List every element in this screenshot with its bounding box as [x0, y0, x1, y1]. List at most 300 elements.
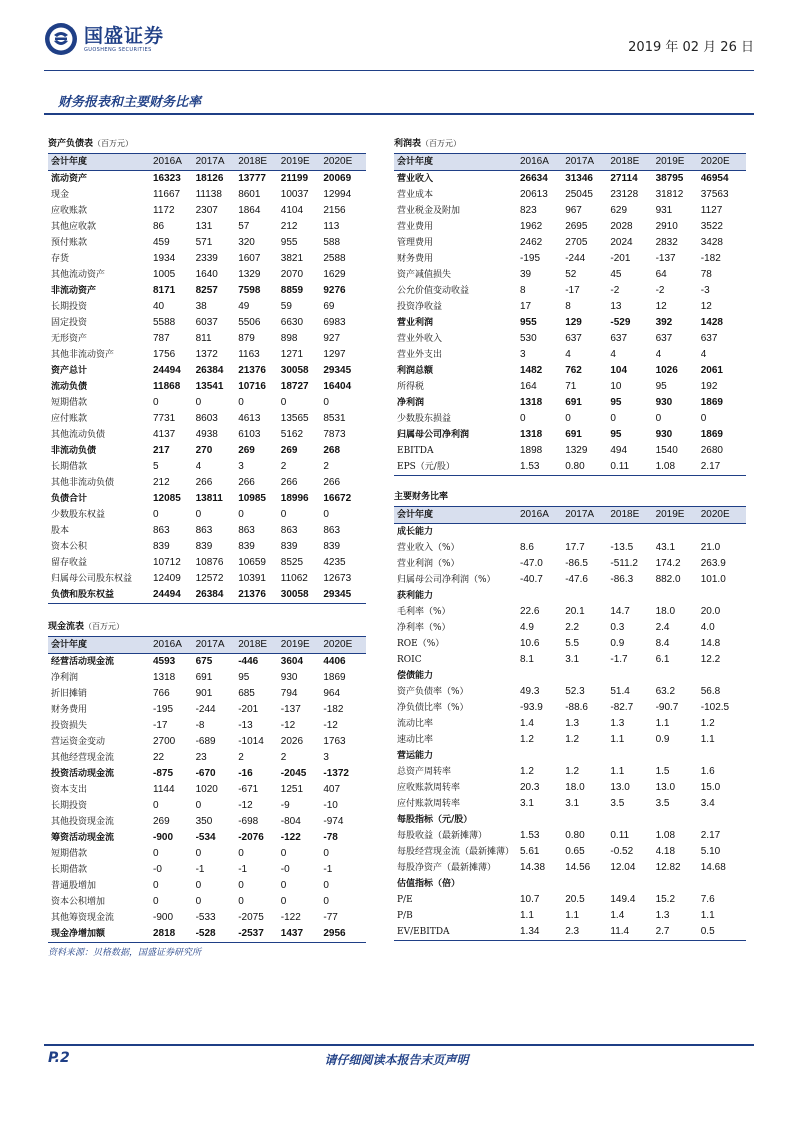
header-year: 2020E: [323, 637, 366, 654]
row-label: 流动资产: [51, 174, 88, 184]
row-value: 1127: [700, 205, 723, 216]
row-value: -47.6: [565, 574, 588, 585]
table-row: [48, 315, 366, 331]
table-row: [48, 363, 366, 379]
row-value: 571: [195, 237, 213, 248]
row-value: 39: [520, 269, 532, 280]
table-row: [394, 540, 746, 556]
row-value: 0: [655, 413, 662, 424]
row-value: 212: [153, 477, 170, 488]
row-label: 偿债能力: [397, 671, 434, 681]
row-value: 268: [323, 445, 341, 456]
row-label: 折旧摊销: [51, 689, 88, 699]
header-year: 2017A: [565, 507, 610, 524]
table-row: [394, 684, 746, 700]
row-value: 16672: [323, 493, 352, 504]
row-value: -528: [196, 926, 239, 943]
row-value: 2695: [565, 221, 588, 232]
row-value: 10.6: [520, 638, 540, 649]
row-value: 0.9: [610, 638, 625, 649]
logo-chinese-name: 国盛证券: [84, 24, 165, 47]
row-value: 18996: [280, 493, 309, 504]
row-value: 269: [280, 445, 298, 456]
row-value: 5: [153, 461, 159, 472]
row-value: 10391: [238, 573, 266, 584]
row-label: 营业成本: [397, 190, 434, 200]
row-value: 12994: [323, 189, 352, 200]
row-value: 0: [238, 397, 244, 408]
row-value: 8257: [195, 285, 218, 296]
table-row: [394, 267, 746, 283]
row-label: 资产负债率（%）: [397, 687, 469, 697]
row-label: 资产减值损失: [397, 270, 452, 280]
company-logo: [44, 22, 164, 56]
row-label: 净负债比率（%）: [397, 703, 469, 713]
row-value: 637: [565, 333, 582, 344]
row-value: 2910: [655, 221, 678, 232]
row-value: 0: [700, 413, 707, 424]
row-value: 1.2: [520, 766, 534, 777]
row-value: 18.0: [655, 606, 676, 617]
header-year: 2016A: [520, 154, 565, 171]
row-value: 6037: [195, 317, 218, 328]
row-value: [656, 748, 701, 764]
row-label: 估值指标（倍）: [397, 879, 461, 889]
row-value: 1934: [153, 253, 176, 264]
row-value: 0: [153, 509, 159, 520]
row-value: 30058: [281, 587, 324, 604]
row-value: 31346: [565, 173, 593, 184]
row-value: 11868: [153, 381, 181, 392]
row-value: 1.3: [655, 910, 670, 921]
table-row: [394, 395, 746, 411]
row-value: -244: [195, 704, 216, 715]
row-value: -137: [655, 253, 676, 264]
row-value: [656, 812, 701, 828]
row-value: 823: [520, 205, 537, 216]
row-value: 2: [280, 461, 287, 472]
row-label: 应付账款周转率: [397, 799, 461, 809]
row-value: 927: [323, 333, 341, 344]
table-row: [48, 459, 366, 475]
table-row: [48, 734, 366, 750]
row-value: 0: [195, 397, 202, 408]
table-row: [48, 894, 366, 910]
row-value: 14.56: [565, 862, 591, 873]
row-value: 1540: [655, 445, 678, 456]
row-value: 1437: [281, 926, 324, 943]
row-label: 预付账款: [51, 238, 88, 248]
row-label: 净利润: [397, 398, 425, 408]
row-value: -93.9: [520, 702, 543, 713]
row-label: 长期投资: [51, 801, 88, 811]
row-value: 15.2: [655, 894, 676, 905]
row-value: 10037: [280, 189, 309, 200]
row-value: [565, 524, 610, 541]
balance-sheet-table: [48, 135, 366, 604]
row-value: -1: [195, 864, 205, 875]
row-value: 839: [238, 541, 255, 552]
row-value: -875: [153, 768, 174, 779]
row-value: 675: [195, 656, 213, 667]
table-row: [48, 814, 366, 830]
row-value: 17.7: [565, 542, 585, 553]
row-value: [701, 876, 746, 892]
row-value: 2024: [610, 237, 633, 248]
row-label: 短期借款: [51, 849, 88, 859]
table-row: [48, 878, 366, 894]
row-value: 0: [323, 848, 329, 859]
row-value: 2: [280, 752, 287, 763]
row-value: [610, 812, 655, 828]
row-value: 691: [195, 672, 213, 683]
table-row: [394, 427, 746, 443]
row-value: 40: [153, 301, 165, 312]
row-value: 26384: [196, 587, 239, 604]
row-value: 1271: [280, 349, 304, 360]
row-value: 1144: [153, 784, 175, 795]
row-label: EV/EBITDA: [394, 924, 520, 941]
row-label: 公允价值变动收益: [397, 286, 470, 296]
row-value: -534: [195, 832, 216, 843]
row-value: -12: [238, 800, 253, 811]
row-value: 10659: [238, 557, 266, 568]
row-value: 212: [280, 221, 298, 232]
row-value: 20.3: [520, 782, 540, 793]
row-value: 0: [153, 896, 159, 907]
row-value: 26384: [195, 365, 224, 376]
row-label: EBITDA: [397, 446, 434, 456]
header-year: 2018E: [610, 507, 655, 524]
table-row: [48, 830, 366, 846]
table-row: [48, 331, 366, 347]
row-value: 11.4: [610, 924, 655, 941]
row-value: 2: [323, 461, 329, 472]
table-title-text: 资产负债表: [48, 139, 94, 149]
row-value: 901: [195, 688, 213, 699]
header-year: 2016A: [153, 637, 196, 654]
row-value: 2.4: [655, 622, 670, 633]
row-value: -900: [153, 832, 174, 843]
table-row: [48, 926, 366, 943]
row-label: 长期借款: [51, 462, 88, 472]
table-row: [394, 812, 746, 828]
row-value: 266: [323, 477, 341, 488]
row-label: 营业费用: [397, 222, 434, 232]
row-value: 794: [280, 688, 298, 699]
row-value: 811: [195, 333, 212, 344]
table-unit: （百万元）: [421, 139, 462, 148]
row-value: 5.61: [520, 846, 540, 857]
table-row: [394, 892, 746, 908]
header-year: 2019E: [281, 637, 324, 654]
row-value: 24494: [153, 587, 196, 604]
row-value: 3821: [280, 253, 304, 264]
row-value: 14.68: [700, 862, 726, 873]
row-value: -2: [655, 285, 665, 296]
row-value: 0: [238, 880, 244, 891]
table-row: [48, 523, 366, 539]
row-value: 691: [565, 429, 582, 440]
table-row: [394, 347, 746, 363]
row-value: 1.5: [655, 766, 670, 777]
row-value: -1.7: [610, 654, 628, 665]
row-value: 8: [565, 301, 571, 312]
row-value: 1.3: [610, 718, 625, 729]
table-row: [48, 750, 366, 766]
row-value: 787: [153, 333, 170, 344]
row-label: 归属母公司股东权益: [51, 574, 133, 584]
row-label: 速动比率: [397, 735, 434, 745]
row-label: 应付账款: [51, 414, 88, 424]
row-value: 1297: [323, 349, 346, 360]
row-value: 4: [655, 349, 662, 360]
row-label: 普通股增加: [51, 881, 97, 891]
row-value: -47.0: [520, 558, 543, 569]
row-value: -0.52: [610, 846, 634, 857]
row-value: 930: [280, 672, 298, 683]
row-value: 46954: [700, 173, 729, 184]
row-value: 217: [153, 445, 170, 456]
row-value: [610, 748, 655, 764]
row-value: -1014: [238, 736, 264, 747]
row-value: 20.5: [565, 894, 585, 905]
row-value: [520, 524, 565, 541]
row-value: 0: [520, 413, 526, 424]
row-value: 0.11: [610, 830, 630, 841]
row-value: 964: [323, 688, 341, 699]
row-value: 4137: [153, 429, 176, 440]
row-label: 其他流动负债: [51, 430, 106, 440]
row-value: 1172: [153, 205, 175, 216]
table-row: [394, 171, 746, 188]
row-label: 其他流动资产: [51, 270, 106, 280]
table-row: [394, 924, 746, 941]
row-value: 350: [195, 816, 213, 827]
row-value: 839: [280, 541, 298, 552]
row-value: -122: [280, 912, 301, 923]
row-label: 总资产周转率: [397, 767, 452, 777]
row-value: 14.8: [700, 638, 721, 649]
row-value: 863: [280, 525, 298, 536]
table-row: [394, 283, 746, 299]
row-value: 2680: [700, 445, 723, 456]
row-value: 4: [700, 349, 707, 360]
row-value: -446: [238, 656, 259, 667]
table-row: [394, 524, 746, 541]
table-row: [394, 620, 746, 636]
row-value: 7598: [238, 285, 261, 296]
row-label: 每股指标（元/股）: [397, 815, 473, 825]
row-value: 1428: [700, 317, 723, 328]
row-value: -201: [238, 704, 259, 715]
table-title: [394, 135, 746, 154]
row-value: 3428: [700, 237, 723, 248]
table-caption: [48, 135, 366, 154]
row-value: 16323: [153, 173, 181, 184]
row-label: 归属母公司净利润（%）: [397, 575, 496, 585]
row-label: 流动负债: [51, 382, 88, 392]
row-value: 20613: [520, 189, 548, 200]
row-label: 负债和股东权益: [48, 587, 153, 604]
page-number: P.2: [48, 1050, 70, 1066]
row-value: 15.0: [700, 782, 721, 793]
table-row: [48, 702, 366, 718]
row-value: 1.2: [565, 734, 580, 745]
row-label: 非流动资产: [51, 286, 97, 296]
row-value: 588: [323, 237, 341, 248]
row-value: 2028: [610, 221, 633, 232]
row-value: 59: [280, 301, 292, 312]
row-value: 13541: [195, 381, 224, 392]
disclaimer-note: 请仔细阅读本报告末页声明: [324, 1053, 469, 1067]
row-value: 1329: [238, 269, 261, 280]
row-value: 2026: [280, 736, 304, 747]
row-label: P/E: [397, 895, 413, 905]
row-value: 2818: [153, 926, 196, 943]
table-header-row: [394, 507, 746, 524]
row-value: 49: [238, 301, 250, 312]
row-label: 现金: [51, 190, 70, 200]
logo-english-name: GUOSHENG SECURITIES: [84, 46, 152, 53]
row-value: 762: [565, 365, 582, 376]
row-label: 营运能力: [397, 751, 434, 761]
row-value: -2076: [238, 832, 264, 843]
header-year: 2017A: [565, 154, 610, 171]
row-value: 1.08: [655, 830, 676, 841]
row-label: 归属母公司净利润: [397, 430, 470, 440]
row-value: 3: [323, 752, 329, 763]
header-label: 会计年度: [394, 154, 520, 171]
row-value: 52.3: [565, 686, 585, 697]
row-value: [520, 812, 565, 828]
row-value: 13.0: [610, 782, 630, 793]
row-value: 95: [610, 397, 622, 408]
header-year: 2019E: [656, 507, 701, 524]
row-value: 21.0: [700, 542, 721, 553]
row-label: 现金净增加额: [48, 926, 153, 943]
row-value: 63.2: [655, 686, 676, 697]
table-caption: [48, 618, 366, 637]
row-value: -90.7: [655, 702, 679, 713]
row-value: -13.5: [610, 542, 634, 553]
table-row: [48, 171, 366, 188]
row-value: 12.82: [655, 862, 681, 873]
row-value: 0.65: [565, 846, 585, 857]
header-year: 2019E: [281, 154, 324, 171]
row-value: 5506: [238, 317, 261, 328]
table-row: [48, 798, 366, 814]
row-value: 1.34: [520, 924, 565, 941]
row-value: 12673: [323, 573, 352, 584]
row-value: 10876: [195, 557, 224, 568]
row-value: 2700: [153, 736, 176, 747]
table-row: [394, 315, 746, 331]
row-value: 266: [280, 477, 298, 488]
row-value: -974: [323, 816, 344, 827]
row-value: 0: [323, 880, 329, 891]
table-row: [394, 700, 746, 716]
row-value: [565, 812, 610, 828]
row-value: 12.2: [700, 654, 721, 665]
row-value: 31812: [655, 189, 684, 200]
row-value: 1318: [520, 429, 543, 440]
row-value: 20069: [323, 173, 352, 184]
page-header: [44, 22, 754, 62]
row-value: 69: [323, 301, 335, 312]
section-title-divider: [44, 113, 754, 115]
table-row: [394, 219, 746, 235]
row-label: 经营活动现金流: [51, 657, 115, 667]
row-value: -1: [238, 864, 248, 875]
row-value: 10: [610, 381, 622, 392]
row-label: 股本: [51, 526, 70, 536]
row-value: 898: [280, 333, 298, 344]
row-value: 3604: [280, 656, 304, 667]
row-value: 269: [238, 445, 255, 456]
row-value: 0: [153, 800, 159, 811]
row-value: -86.3: [610, 574, 634, 585]
row-value: 17: [520, 301, 532, 312]
row-value: 1864: [238, 205, 261, 216]
table-row: [394, 443, 746, 459]
row-value: 3.5: [655, 798, 670, 809]
table-row: [48, 539, 366, 555]
header-year: 2016A: [520, 507, 565, 524]
row-label: 资产总计: [51, 366, 88, 376]
header-divider: [44, 70, 754, 71]
row-value: 10.7: [520, 894, 540, 905]
row-value: 0: [323, 896, 329, 907]
row-label: 财务费用: [397, 254, 434, 264]
row-label: 营运资金变动: [51, 737, 106, 747]
row-value: 0: [195, 896, 202, 907]
row-label: 长期借款: [51, 865, 88, 875]
row-value: 1026: [655, 365, 678, 376]
row-value: 0.11: [610, 459, 655, 476]
row-value: 7.6: [700, 894, 715, 905]
row-value: 4: [565, 349, 571, 360]
table-row: [48, 299, 366, 315]
row-value: -17: [565, 285, 580, 296]
row-value: 1.4: [520, 718, 534, 729]
table-row: [394, 764, 746, 780]
row-value: 8.6: [520, 542, 534, 553]
row-value: 21199: [280, 173, 309, 184]
row-label: 净利润: [51, 673, 79, 683]
row-label: 资本公积增加: [51, 897, 106, 907]
data-source-note: 资料来源：贝格数据，国盛证券研究所: [48, 948, 202, 958]
row-label: 其他经营现金流: [51, 753, 115, 763]
row-value: 56.8: [700, 686, 721, 697]
row-value: 192: [700, 381, 718, 392]
row-label: 投资净收益: [397, 302, 443, 312]
row-value: -17: [153, 720, 168, 731]
row-value: 1.1: [565, 910, 580, 921]
row-value: 766: [153, 688, 170, 699]
row-value: -3: [700, 285, 710, 296]
row-value: 1629: [323, 269, 346, 280]
row-value: 6983: [323, 317, 346, 328]
row-value: 685: [238, 688, 255, 699]
row-value: [656, 588, 701, 604]
row-value: 4104: [280, 205, 304, 216]
row-value: -82.7: [610, 702, 634, 713]
row-value: [701, 748, 746, 764]
row-label: 负债合计: [51, 494, 88, 504]
row-label: 每股净资产（最新摊薄）: [397, 863, 497, 873]
row-value: [701, 524, 746, 541]
